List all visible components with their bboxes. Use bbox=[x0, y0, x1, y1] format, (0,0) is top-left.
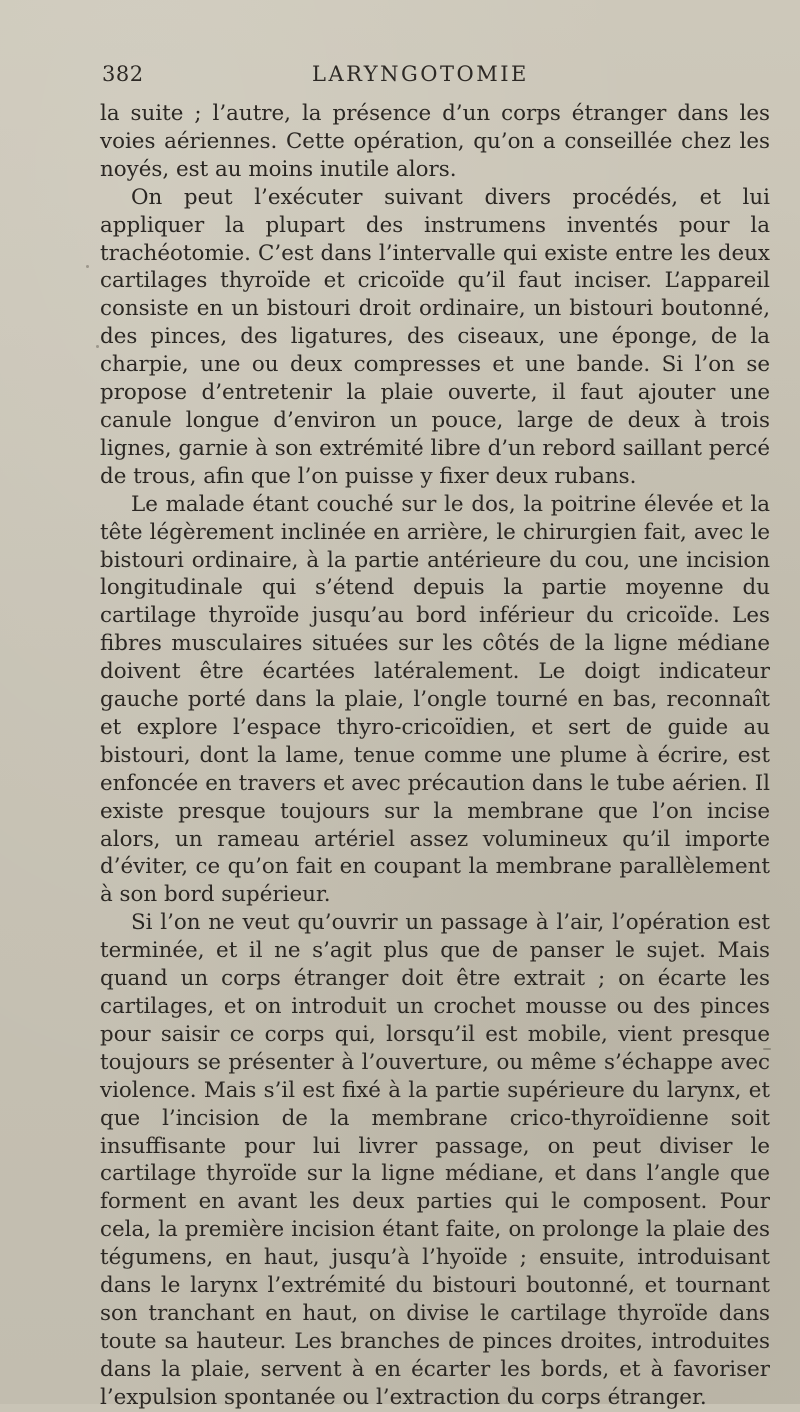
paper-speck bbox=[763, 1048, 771, 1050]
paper-speck bbox=[760, 1310, 762, 1314]
paragraph: Si l’on ne veut qu’ouvrir un passage à l’air, l’opération est terminée, et il ne s’agit plus que de panser le sujet. Mais quand un corps étranger doit être extrait ; on écarte les cartilages, et on introduit un crochet mousse ou des pinces pour saisir ce corps qui, lorsqu’il est mobile, vient presque toujours se présenter à l’ouverture, ou même s’échappe avec violence. Mais s’il est fixé à la partie supérieure du larynx, et que l’incision de la membrane crico-thyroïdienne soit insuffisante pour lui livrer passage, on peut diviser le cartilage thyroïde sur la ligne médiane, et dans l’angle que forment en avant les deux parties qui le composent. Pour cela, la première incision étant faite, on prolonge la plaie des tégumens, en haut, jusqu’à l’hyoïde ; ensuite, introduisant dans le larynx l’extrémité du bistouri boutonné, et tournant son tranchant en haut, on divise le cartilage thyroïde dans toute sa hauteur. Les branches de pinces droites, introduites dans la plaie, servent à en écarter les bords, et à favoriser l’expulsion spontanée ou l’extraction du corps étranger. bbox=[100, 910, 770, 1410]
paper-speck bbox=[96, 345, 99, 348]
paper-speck bbox=[86, 265, 89, 268]
paragraph: On peut l’exécuter suivant divers procédés, et lui appliquer la plupart des instrumens inventés pour la trachéotomie. C’est dans l’intervalle qui existe entre les deux cartilages thyroïde et cricoïde qu’il faut inciser. L’appareil consiste en un bistouri droit ordinaire, un bistouri boutonné, des pinces, des ligatures, des ciseaux, une éponge, de la charpie, une ou deux compresses et une bande. Si l’on se propose d’entretenir la plaie ouverte, il faut ajouter une canule longue d’environ un pouce, large de deux à trois lignes, garnie à son extrémité libre d’un rebord saillant percé de trous, afin que l’on puisse y fixer deux rubans. bbox=[100, 184, 770, 489]
paper-speck bbox=[512, 1386, 515, 1389]
running-title: LARYNGOTOMIE bbox=[312, 62, 529, 86]
body-text bbox=[100, 100, 770, 1412]
page-number: 382 bbox=[102, 62, 144, 86]
paragraph: la suite ; l’autre, la présence d’un corps étranger dans les voies aériennes. Cette opération, qu’on a conseillée chez les noyés, est au moins inutile alors. bbox=[100, 101, 770, 182]
page-header bbox=[102, 62, 742, 102]
paragraph: Le malade étant couché sur le dos, la poitrine élevée et la tête légèrement inclinée en arrière, le chirurgien fait, avec le bistouri ordinaire, à la partie antérieure du cou, une incision longitudinale qui s’étend depuis la partie moyenne du cartilage thyroïde jusqu’au bord inférieur du cricoïde. Les fibres musculaires situées sur les côtés de la ligne médiane doivent être écartées latéralement. Le doigt indicateur gauche porté dans la plaie, l’ongle tourné en bas, reconnaît et explore l’espace thyro-cricoïdien, et sert de guide au bistouri, dont la lame, tenue comme une plume à écrire, est enfoncée en travers et avec précaution dans le tube aérien. Il existe presque toujours sur la membrane que l’on incise alors, un rameau artériel assez volumineux qu’il importe d’éviter, ce qu’on fait en coupant la membrane parallèlement à son bord supérieur. bbox=[100, 491, 770, 908]
